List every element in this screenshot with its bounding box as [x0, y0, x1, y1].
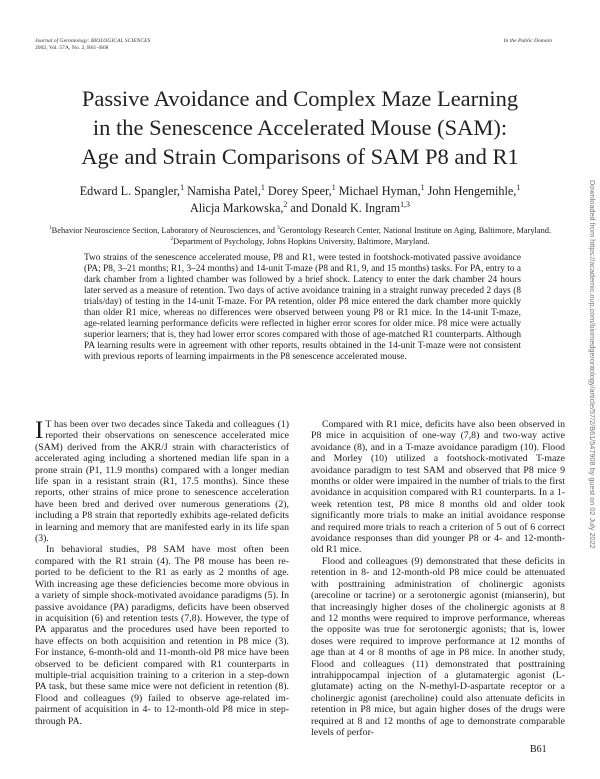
affiliation-2: $^2$Department of Psychology, Johns Hopkins University, Baltimore, Maryland.: [170, 236, 430, 246]
journal-header: [35, 38, 150, 52]
journal-citation: 2002, Vol. 57A, No. 2, B61–B68: [35, 45, 109, 51]
article-title: [0, 84, 600, 171]
affiliation-1: $^1$Behavior Neuroscience Section, Laboratory of Neurosciences, and $^3$Gerontology Research Center, National Institute on Aging, Baltimore, Maryland.: [48, 225, 552, 235]
drop-cap: I: [35, 417, 44, 444]
paragraph: Compared with R1 mice, deficits have also been observed in P8 mice in acquisition of one-way (7,8) and two-way active avoidance (8), and in a T-maze avoidance paradigm (10). Flood and Morley (10) utilized a footshock-motivated T-maze avoidance paradigm to test SAM and observed that P8 mice 9 months or older were impaired in the number of trials to the first avoidance in acquisition compared with R1 counterparts. In a 1-week retention test, P8 mice 8 months old and older took significantly more trials to make an initial avoidance response and required more trials to reach a criterion of 5 out of 6 correct avoidance responses than did younger P8 or 4- and 12-month-old R1 mice.: [311, 419, 565, 556]
paragraph: In behavioral studies, P8 SAM have most often been compared with the R1 strain (4). The P8 mouse has been reported to be deficient to the R1 as early as 2 months of age. With increasing age these deficiencies become more obvious in a variety of simple shock-motivated avoidance paradigms (5). In passive avoidance (PA) paradigms, deficits have been observed in acquisition (6) and retention tests (7,8). However, the type of PA apparatus and the procedures used have been reported to have effects on both acquisition and retention in P8 mice (3). For instance, 6-month-old and 11-month-old P8 mice have been observed to be deficient compared with R1 counterparts in multiple-trial acquisition training to a criterion in a step-down PA task, but these same mice were not deficient in retention (8). Flood and colleagues (9) failed to observe age-related impairment of acquisition in 4- to 12-month-old P8 mice in step-through PA.: [35, 544, 289, 727]
journal-name: Journal of Gerontology: BIOLOGICAL SCIENCES: [35, 38, 151, 44]
affiliations: [20, 225, 580, 247]
author: Michael Hyman,$^1$: [338, 182, 425, 198]
abstract: Two strains of the senescence accelerated mouse, P8 and R1, were tested in footshock-motivated passive avoidance (PA; P8, 3–21 months; R1, 3–24 months) and 14-unit T-maze (P8 and R1, 9, and 15 months) tasks. For PA, entry to a dark chamber from a lighted chamber was followed by a brief shock. Latency to enter the dark chamber 24 hours later served as a measure of retention. Two days of active avoidance training in a straight runway preceded 2 days (8 trials/day) of testing in the 14-unit T-maze. For PA retention, older P8 mice entered the dark chamber more quickly than older R1 mice, whereas no differences were observed between young P8 or R1 mice. In the 14-unit T-maze, age-related learning performance deficits were reflected in higher error scores for older mice. P8 mice were actually superior learners; that is, they had lower error scores compared with those of age-matched R1 counterparts. Although PA learning results were in agreement with other reports, results obtained in the 14-unit T-maze were not consistent with previous reports of learning impairments in the P8 senescence accelerated mouse.: [84, 253, 521, 363]
title-line: Age and Strain Comparisons of SAM P8 and R1: [81, 144, 519, 169]
author: Namisha Patel,$^1$: [187, 182, 265, 198]
title-line: in the Senescence Accelerated Mouse (SAM):: [92, 115, 508, 140]
body-column-left: [35, 419, 289, 727]
title-line: Passive Avoidance and Complex Maze Learning: [81, 86, 519, 111]
author-list: [40, 183, 560, 217]
download-notice: Downloaded from https://academic.oup.com/biomedgerontology/article/57/2/B61/547908 by guest on 02 July 2022: [588, 180, 597, 549]
paragraph: Flood and colleagues (9) demonstrated that these deficits in retention in 8- and 12-month-old P8 mice could be attenuated with posttraining administration of cholinergic agonists (arecoline or tacrine) or a serotonergic agonist (mianserin), but that increasingly higher doses of the cholinergic agonists at 8 and 12 months were required to improve performance, whereas the opposite was true for serotonergic agonists; that is, lower doses were required to improve performance at 12 months of age than at 4 or 8 months of age in P8 mice. In another study, Flood and colleagues (11) demonstrated that posttraining intrahippocampal injection of a glutamatergic agonist (L-glutamate) acting on the N-methyl-D-aspartate receptor or a cholinergic agonist (arecholine) could also attenuate deficits in retention in P8 mice, but again higher doses of the drugs were required at 8 and 12 months of age to demonstrate comparable levels of perfor-: [311, 555, 565, 738]
paragraph: I T has been over two decades since Takeda and colleagues (1) reported their observations on senescence accelerated mice (SAM) derived from the AKR/J strain with characteristics of accelerated aging including a shortened median life span in a prone strain (P1, 11.9 months) compared with a longer median life span in a resistant strain (R1, 17.5 months). Since these reports, other strains of mice prone to senescence acceleration have been bred and derived over numerous generations (2), including a P8 strain that reportedly exhibits age-related deficits in learning and memory that are manifested early in its life span (3).: [35, 417, 289, 545]
author: Edward L. Spangler,$^1$: [79, 182, 185, 198]
author: Alicja Markowska,$^2$: [189, 199, 288, 215]
author: and Donald K. Ingram$^{1,3}$: [290, 199, 410, 215]
page-number: B61: [530, 744, 547, 755]
rights-notice: In the Public Domain: [503, 38, 552, 44]
body-column-right: [311, 419, 565, 738]
author: Dorey Speer,$^1$: [267, 182, 336, 198]
author: John Hengemihle,$^1$: [427, 182, 521, 198]
